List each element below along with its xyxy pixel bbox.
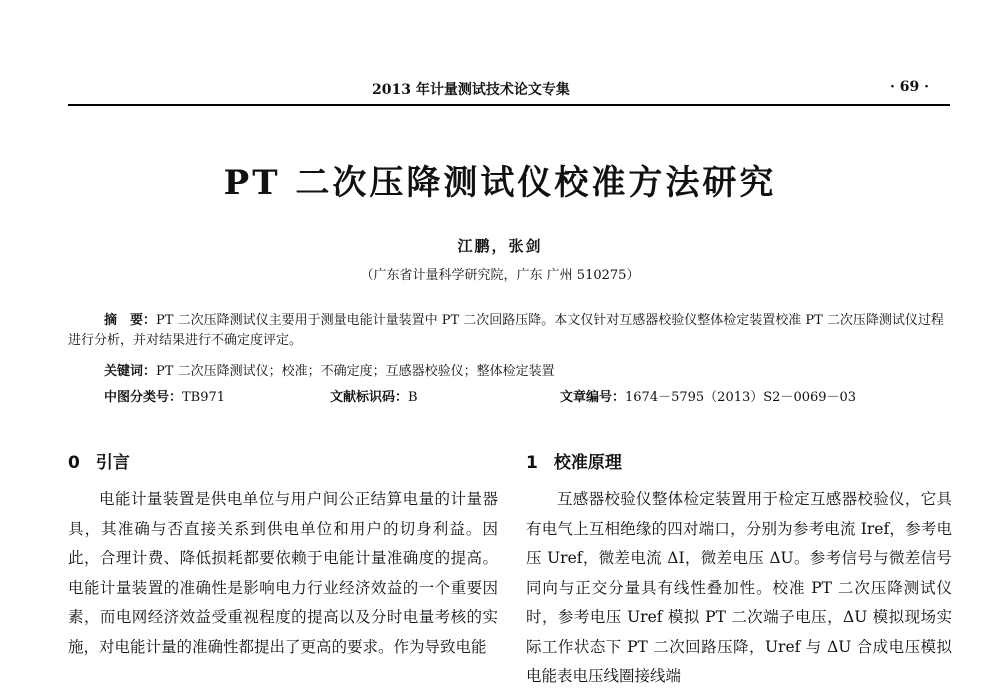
section-heading-principle: [526, 448, 622, 473]
abstract-text: PT 二次压降测试仪主要用于测量电能计量装置中 PT 二次回路压降。本文仅针对互感器校验仪整体检定装置校准 PT 二次压降测试仪过程进行分析，并对结果进行不确定度评定。: [68, 313, 944, 348]
keywords-text: PT 二次压降测试仪；校准；不确定度；互感器校验仪；整体检定装置: [156, 364, 555, 379]
keywords-label: 关键词：: [104, 364, 157, 379]
intro-body-text: 电能计量装置是供电单位与用户间公正结算电量的计量器具，其准确与否直接关系到供电单位和用户的切身利益。因此，合理计费、降低损耗都要依赖于电能计量准确度的提高。电能计量装置的准确性是影响电力行业经济效益的一个重要因素，而电网经济效益受重视程度的提高以及分时电量考核的实施，对电能计量的准确性都提出了更高的要求。作为导致电能: [68, 490, 498, 656]
principle-body-text: 互感器校验仪整体检定装置用于检定互感器校验仪，它具有电气上互相绝缘的四对端口，分别为参考电流 Iref，参考电压 Uref，微差电流 ΔI，微差电压 ΔU。参考信号与微差信号同向与正交分量具有线性叠加性。校准 PT 二次压降测试仪时，参考电压 Uref 模拟 PT 二次端子电压，ΔU 模拟现场实际工作状态下 PT 二次回路压降，Uref 与 ΔU 合成电压模拟电能表电压线圈接线端: [526, 490, 952, 685]
paper-title: PT 二次压降测试仪校准方法研究: [223, 163, 777, 203]
abstract: [68, 311, 950, 351]
clc-value: TB971: [182, 390, 226, 405]
running-header-journal: 2013 年计量测试技术论文专集: [372, 82, 570, 98]
article-number: [560, 386, 856, 405]
article-no-value: 1674－5795（2013）S2－0069－03: [625, 390, 857, 405]
section-number: 1: [526, 453, 538, 473]
section-title: 引言: [95, 453, 130, 473]
abstract-label: 摘 要：: [104, 313, 157, 328]
affiliation: （广东省计量科学研究院，广东 广州 510275）: [360, 268, 640, 283]
document-code: [330, 386, 418, 405]
clc-number: [104, 386, 225, 405]
doc-code-label: 文献标识码：: [330, 390, 409, 405]
authors: 江鹏，张剑: [457, 237, 543, 255]
keywords: [104, 360, 555, 379]
header-rule: [68, 104, 950, 106]
section-number: 0: [68, 453, 80, 473]
section-heading-intro: [68, 448, 130, 473]
clc-label: 中图分类号：: [104, 390, 183, 405]
section-title: 校准原理: [553, 453, 622, 473]
article-no-label: 文章编号：: [560, 390, 626, 405]
doc-code-value: B: [408, 390, 418, 405]
page-number: · 69 ·: [890, 79, 929, 95]
